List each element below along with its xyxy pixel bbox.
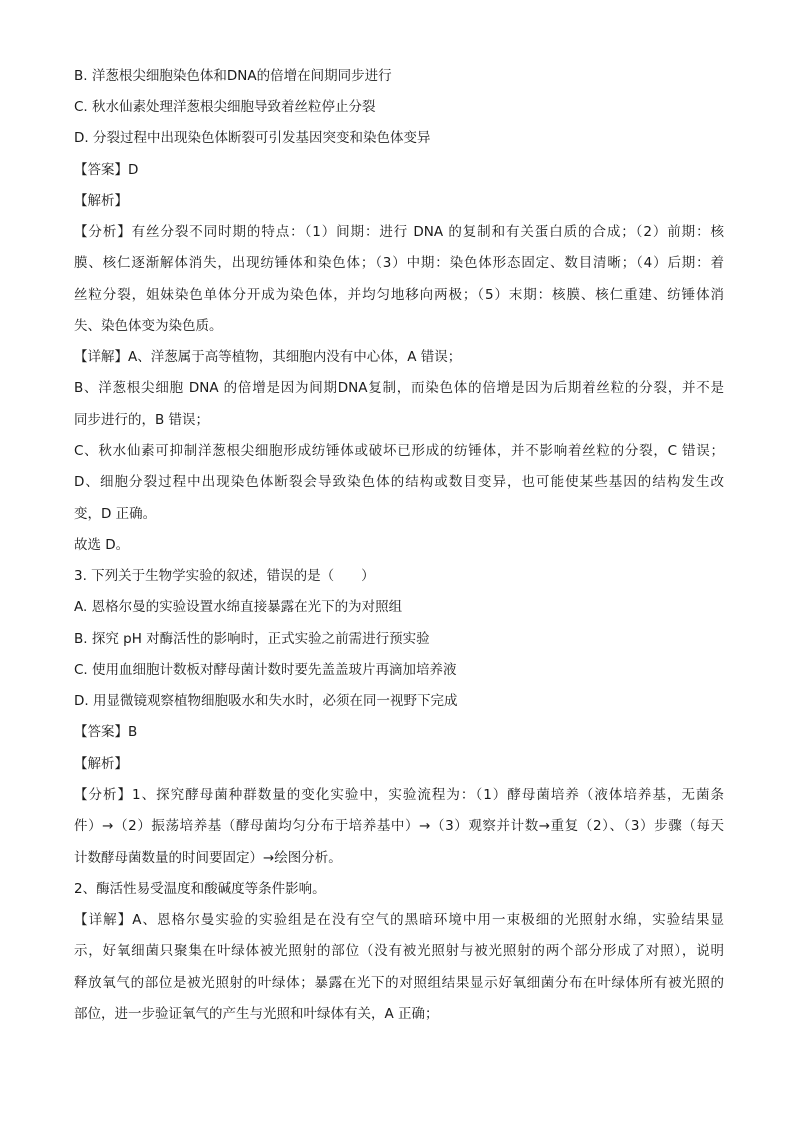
detail-line: 【详解】A、恩格尔曼实验的实验组是在没有空气的黑暗环境中用一束极细的光照射水绵，实验结果显	[74, 912, 724, 928]
explanation-heading: 【解析】	[74, 193, 128, 209]
option-c-line: C. 使用血细胞计数板对酵母菌计数时要先盖盖玻片再滴加培养液	[74, 662, 457, 678]
option-d-line: D. 用显微镜观察植物细胞吸水和失水时，必须在同一视野下完成	[74, 693, 458, 709]
detail-line: D、细胞分裂过程中出现染色体断裂会导致染色体的结构或数目变异，也可能使某些基因的结构发生改	[74, 474, 724, 490]
analysis-line: 失、染色体变为染色质。	[74, 318, 223, 334]
option-a-line: A. 恩格尔曼的实验设置水绵直接暴露在光下的为对照组	[74, 599, 403, 615]
analysis-line: 2、酶活性易受温度和酸碱度等条件影响。	[74, 881, 326, 897]
analysis-line: 丝粒分裂，姐妹染色单体分开成为染色体，并均匀地移向两极；（5）末期：核膜、核仁重建、纺锤体消	[74, 287, 724, 303]
answer-line: 【答案】D	[74, 162, 139, 178]
detail-line: C、秋水仙素可抑制洋葱根尖细胞形成纺锤体或破坏已形成的纺锤体，并不影响着丝粒的分裂，C 错误；	[74, 443, 724, 459]
analysis-line: 【分析】有丝分裂不同时期的特点：（1）间期：进行 DNA 的复制和有关蛋白质的合成；（2）前期：核	[74, 224, 724, 240]
analysis-line: 膜、核仁逐渐解体消失，出现纺锤体和染色体；（3）中期：染色体形态固定、数目清晰；（4）后期：着	[74, 255, 724, 271]
analysis-line: 计数酵母菌数量的时间要固定）→绘图分析。	[74, 850, 342, 866]
detail-line: 部位，进一步验证氧气的产生与光照和叶绿体有关，A 正确；	[74, 1006, 439, 1022]
detail-line: B、洋葱根尖细胞 DNA 的倍增是因为间期DNA复制，而染色体的倍增是因为后期着丝粒的分裂，并不是	[74, 380, 724, 396]
detail-line: 【详解】A、洋葱属于高等植物，其细胞内没有中心体，A 错误；	[74, 349, 462, 365]
detail-line: 示，好氧细菌只聚集在叶绿体被光照射的部位（没有被光照射与被光照射的两个部分形成了对照），说明	[74, 943, 724, 959]
option-d-line: D. 分裂过程中出现染色体断裂可引发基因突变和染色体变异	[74, 130, 431, 146]
detail-line: 同步进行的，B 错误；	[74, 412, 210, 428]
question-stem: 3. 下列关于生物学实验的叙述，错误的是（ ）	[74, 568, 375, 584]
option-b-line: B. 探究 pH 对酶活性的影响时，正式实验之前需进行预实验	[74, 631, 430, 647]
answer-line: 【答案】B	[74, 724, 138, 740]
conclusion-line: 故选 D。	[74, 537, 130, 553]
explanation-heading: 【解析】	[74, 756, 128, 772]
analysis-line: 【分析】1、探究酵母菌种群数量的变化实验中，实验流程为：（1）酵母菌培养（液体培养基，无菌条	[74, 787, 724, 803]
option-c-line: C. 秋水仙素处理洋葱根尖细胞导致着丝粒停止分裂	[74, 99, 376, 115]
detail-line: 变，D 正确。	[74, 506, 157, 522]
analysis-line: 件）→（2）振荡培养基（酵母菌均匀分布于培养基中）→（3）观察并计数→重复（2）、（3）步骤（每天	[74, 818, 724, 834]
option-b-line: B. 洋葱根尖细胞染色体和DNA的倍增在间期同步进行	[74, 68, 392, 84]
detail-line: 释放氧气的部位是被光照射的叶绿体；暴露在光下的对照组结果显示好氧细菌分布在叶绿体所有被光照的	[74, 975, 724, 991]
